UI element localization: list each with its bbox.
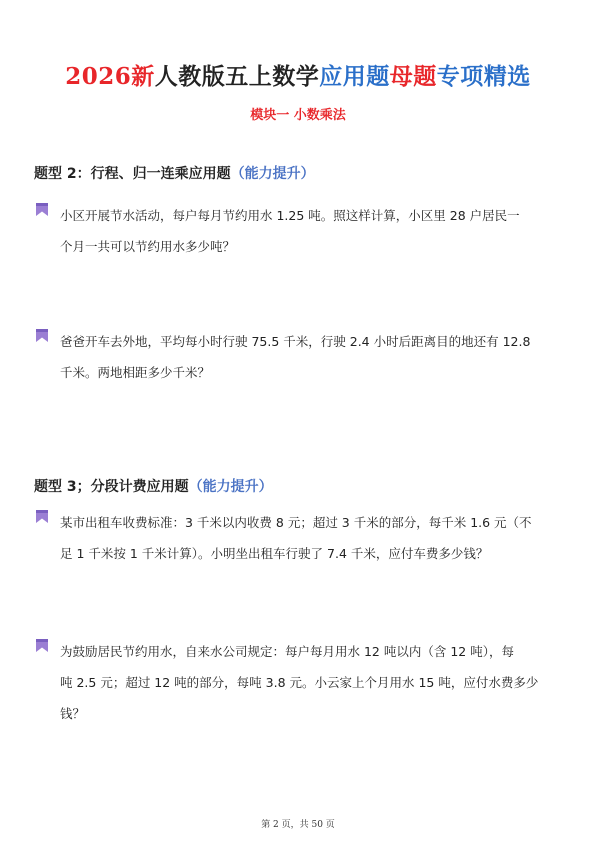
problem-item (36, 200, 564, 262)
problem-line: 个月一共可以节约用水多少吨？ (60, 239, 236, 254)
problem-text (60, 636, 564, 729)
module-subtitle: 模块一 小数乘法 (250, 108, 346, 123)
bookmark-icon (36, 203, 48, 216)
problem-text (60, 507, 564, 569)
problem-line: 为鼓励居民节约用水，自来水公司规定：每户每月用水 12 吨以内（含 12 吨），每 (60, 644, 514, 659)
problem-line: 足 1 千米按 1 千米计算）。小明坐出租车行驶了 7.4 千米，应付车费多少钱？ (60, 546, 489, 561)
bookmark-icon (36, 329, 48, 342)
section-heading-text: 题型 3；分段计费应用题 (34, 479, 189, 495)
problem-line: 钱？ (60, 706, 86, 721)
problem-line: 某市出租车收费标准：3 千米以内收费 8 元；超过 3 千米的部分，每千米 1.6 元（不 (60, 515, 532, 530)
problem-line: 小区开展节水活动，每户每月节约用水 1.25 吨。照这样计算，小区里 28 户居民一 (60, 208, 520, 223)
section-heading-type2 (34, 163, 315, 183)
problem-line: 爸爸开车去外地，平均每小时行驶 75.5 千米，行驶 2.4 小时后距离目的地还有 12.8 (60, 334, 531, 349)
ability-tag: （能力提升） (230, 166, 315, 182)
problem-item (36, 636, 564, 729)
problem-line: 吨 2.5 元；超过 12 吨的部分，每吨 3.8 元。小云家上个月用水 15 吨，应付水费多少 (60, 675, 539, 690)
problem-item (36, 507, 564, 569)
problem-text (60, 326, 564, 388)
problem-item (36, 326, 564, 388)
title-part-mother: 母题 (389, 63, 437, 90)
page-footer: 第 2 页，共 50 页 (261, 820, 335, 830)
bookmark-icon (36, 510, 48, 523)
bookmark-icon (36, 639, 48, 652)
problem-line: 千米。两地相距多少千米？ (60, 365, 211, 380)
section-heading-type3 (34, 476, 273, 496)
page-title (0, 58, 596, 91)
ability-tag: （能力提升） (188, 479, 273, 495)
title-part-year: 2026新 (65, 63, 155, 90)
problem-text (60, 200, 564, 262)
title-part-edition: 人教版五上数学 (154, 63, 320, 90)
title-part-topic: 应用题 (319, 63, 390, 90)
section-heading-text: 题型 2：行程、归一连乘应用题 (34, 166, 231, 182)
title-part-selection: 专项精选 (436, 63, 531, 90)
